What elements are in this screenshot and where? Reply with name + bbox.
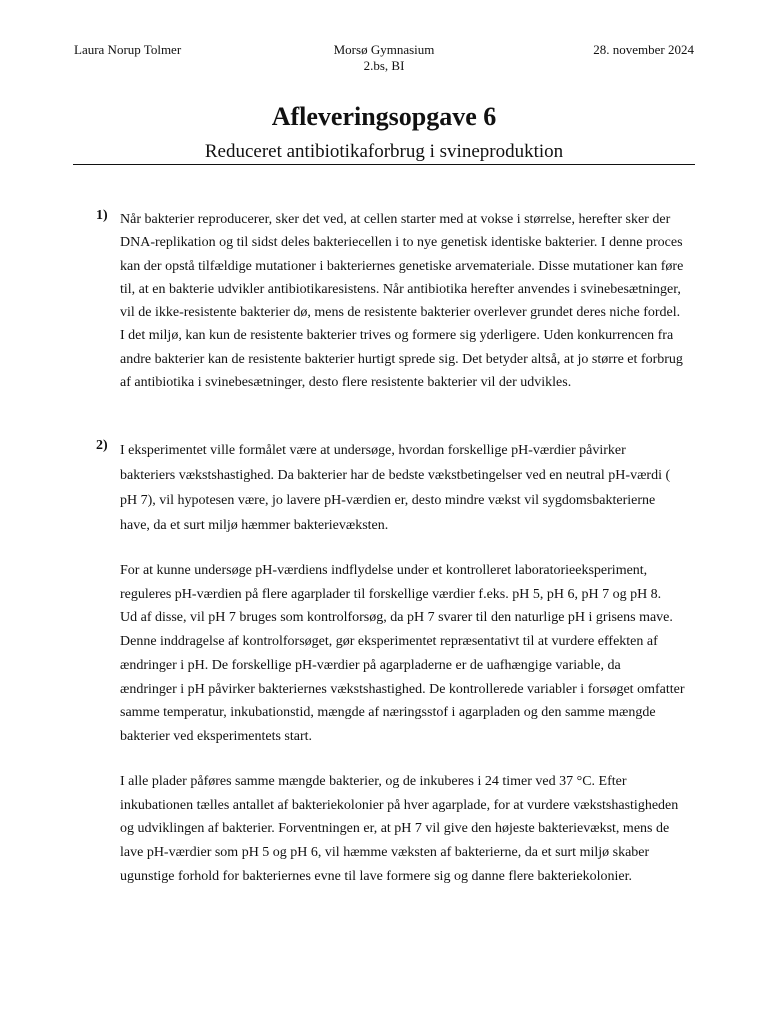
text-line: I alle plader påføres samme mængde bakterier, og de inkuberes i 24 timer ved 37 °C. Efter xyxy=(120,774,627,789)
text-line: have, da et surt miljø hæmmer bakterievæksten. xyxy=(120,518,389,533)
answer-paragraph xyxy=(120,208,694,394)
text-line: og udviklingen af bakterier. Forventningen er, at pH 7 vil give den højeste bakterievækst, mens de xyxy=(120,821,670,837)
text-line: andre bakterier kan de resistente bakterier hurtigt sprede sig. Det betyder altså, at jo større et forbrug xyxy=(120,351,683,367)
text-line: pH 7), vil hypotesen være, jo lavere pH-værdien er, desto mindre vækst vil sygdomsbakterierne xyxy=(120,493,656,508)
document-date: 28. november 2024 xyxy=(593,42,694,57)
text-line: vil de ikke-resistente bakterier dø, mens de resistente bakterier overlever grundet deres niche fordel. xyxy=(120,305,681,321)
text-line: inkubationen tælles antallet af bakteriekolonier på hver agarplade, for at vurdere vækstshastigheden xyxy=(120,797,679,813)
question-number: 1) xyxy=(96,208,108,223)
text-line: ugunstige forhold for bakteriernes evne til lave formere sig og danne flere bakteriekolonier. xyxy=(120,868,632,884)
text-line: I det miljø, kan kun de resistente bakterier trives og formere sig yderligere. Uden konkurrencen fra xyxy=(120,328,674,344)
text-line: For at kunne undersøge pH-værdiens indflydelse under et kontrolleret laboratorieeksperiment, xyxy=(120,563,648,578)
text-line: Ud af disse, vil pH 7 bruges som kontrolforsøg, da pH 7 svarer til den naturlige pH i grisens mave. xyxy=(120,610,673,626)
author-name: Laura Norup Tolmer xyxy=(74,42,182,57)
document-subtitle: Reduceret antibiotikaforbrug i svineproduktion xyxy=(204,141,564,162)
text-line: I eksperimentet ville formålet være at undersøge, hvordan forskellige pH-værdier påvirker xyxy=(120,443,626,458)
school-name: Morsø Gymnasium xyxy=(333,42,435,57)
question-number: 2) xyxy=(96,438,108,453)
text-line: ændringer i pH. De forskellige pH-værdier på agarpladerne er de uafhængige variable, da xyxy=(120,657,621,673)
page-header xyxy=(74,42,694,76)
text-line: ændringer i pH påvirker bakteriernes vækstshastighed. De kontrollerede variabler i forsøget omfatter xyxy=(120,681,685,697)
text-line: samme temperatur, inkubationstid, mængde af næringsstof i agarpladen og den samme mængde xyxy=(120,705,656,721)
answer-paragraph-3 xyxy=(120,770,694,889)
text-line: bakterier ved eksperimentets start. xyxy=(120,728,313,744)
text-line: reguleres pH-værdien på flere agarplader til forskellige værdier f.eks. pH 5, pH 6, pH 7 og pH 8. xyxy=(120,586,662,602)
text-line: DNA-replikation og til sidst deles bakteriecellen i to nye genetisk identiske bakterier. I denne proces xyxy=(120,235,683,251)
text-line: af antibiotika i svinebesætninger, desto flere resistente bakterier vil der udvikles. xyxy=(120,375,572,391)
class-name: 2.bs, BI xyxy=(363,58,405,73)
text-line: Når bakterier reproducerer, sker det ved, at cellen starter med at vokse i størrelse, herefter sker der xyxy=(120,212,671,227)
document-title: Afleveringsopgave 6 xyxy=(271,102,497,131)
title-divider xyxy=(73,164,695,165)
text-line: lave pH-værdier som pH 5 og pH 6, vil hæmme væksten af bakterierne, da et surt miljø skaber xyxy=(120,845,650,861)
text-line: kan der opstå tilfældige mutationer i bakteriernes genetiske arvemateriale. Disse mutationer kan føre xyxy=(120,258,684,274)
text-line: bakteriers vækstshastighed. Da bakterier har de bedste vækstbetingelser ved en neutral pH-værdi ( xyxy=(120,468,671,483)
answer-paragraph-1 xyxy=(120,438,694,538)
text-line: Denne inddragelse af kontrolforsøget, gør eksperimentet repræsentativt til at vurdere effekten af xyxy=(120,634,658,650)
answer-paragraph-2 xyxy=(120,559,694,749)
text-line: til, at en bakterie udvikler antibiotikaresistens. Når antibiotika herefter anvendes i svinebesætninger, xyxy=(120,281,681,297)
